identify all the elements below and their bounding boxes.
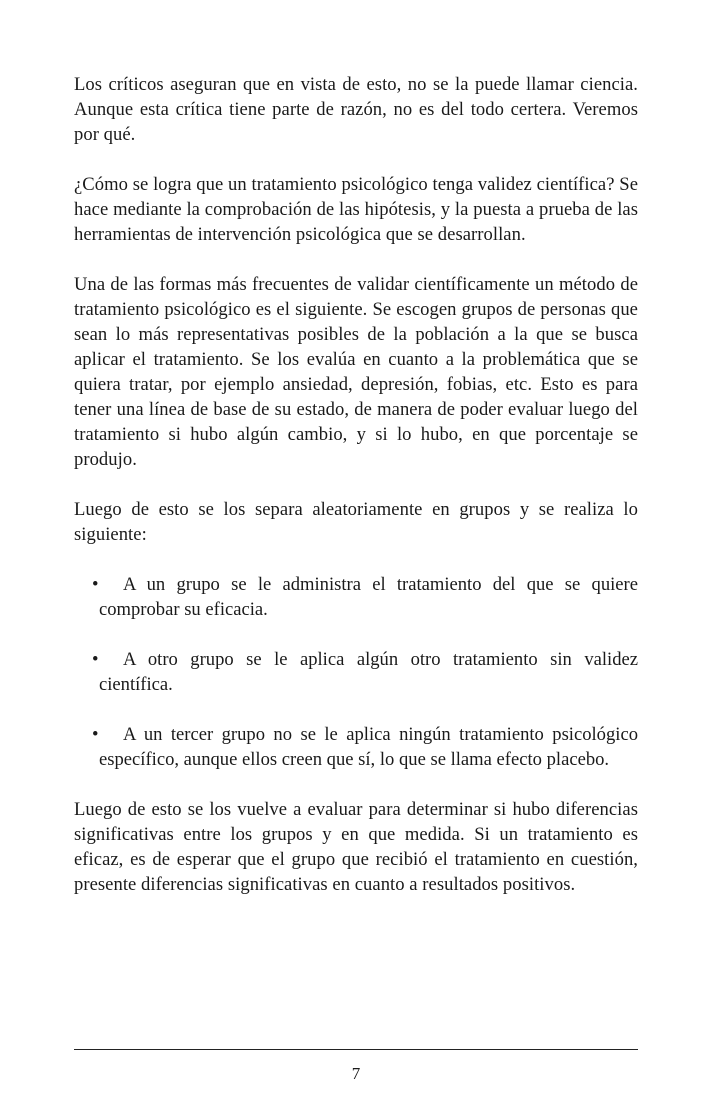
bullet-text: A un grupo se le administra el tratamiento del que se quiere comprobar su eficacia.: [99, 574, 638, 620]
body-text: [74, 72, 638, 922]
footer-divider: [74, 1049, 638, 1050]
bullet-text: A un tercer grupo no se le aplica ningún tratamiento psicológico específico, aunque ellos creen que sí, lo que se llama efecto placebo.: [99, 724, 638, 770]
bullet-item: [74, 722, 638, 772]
bullet-item: [74, 572, 638, 622]
bullet-icon: •: [92, 574, 99, 595]
paragraph: Luego de esto se los separa aleatoriamente en grupos y se realiza lo siguiente:: [74, 499, 638, 545]
paragraph: Una de las formas más frecuentes de validar científicamente un método de tratamiento psicológico es el siguiente. Se escogen grupos de personas que sean lo más representativas posibles de la población a la que se busca aplicar el tratamiento. Se los evalúa en cuanto a la problemática que se quiera tratar, por ejemplo ansiedad, depresión, fobias, etc. Esto es para tener una línea de base de su estado, de manera de poder evaluar luego del tratamiento si hubo algún cambio, y si lo hubo, en que porcentaje se produjo.: [74, 274, 638, 470]
bullet-text: A otro grupo se le aplica algún otro tratamiento sin validez científica.: [99, 649, 638, 695]
paragraph: Luego de esto se los vuelve a evaluar para determinar si hubo diferencias significativas entre los grupos y en que medida. Si un tratamiento es eficaz, es de esperar que el grupo que recibió el tratamiento en cuestión, presente diferencias significativas en cuanto a resultados positivos.: [74, 799, 638, 895]
bullet-item: [74, 647, 638, 697]
bullet-list: [74, 572, 638, 772]
bullet-icon: •: [92, 649, 99, 670]
bullet-icon: •: [92, 724, 99, 745]
paragraph: ¿Cómo se logra que un tratamiento psicológico tenga validez científica? Se hace mediante la comprobación de las hipótesis, y la puesta a prueba de las herramientas de intervención psicológica que se desarrollan.: [74, 174, 638, 245]
paragraph: Los críticos aseguran que en vista de esto, no se la puede llamar ciencia. Aunque esta crítica tiene parte de razón, no es del todo certera. Veremos por qué.: [74, 74, 638, 145]
page-number: 7: [351, 1064, 361, 1083]
